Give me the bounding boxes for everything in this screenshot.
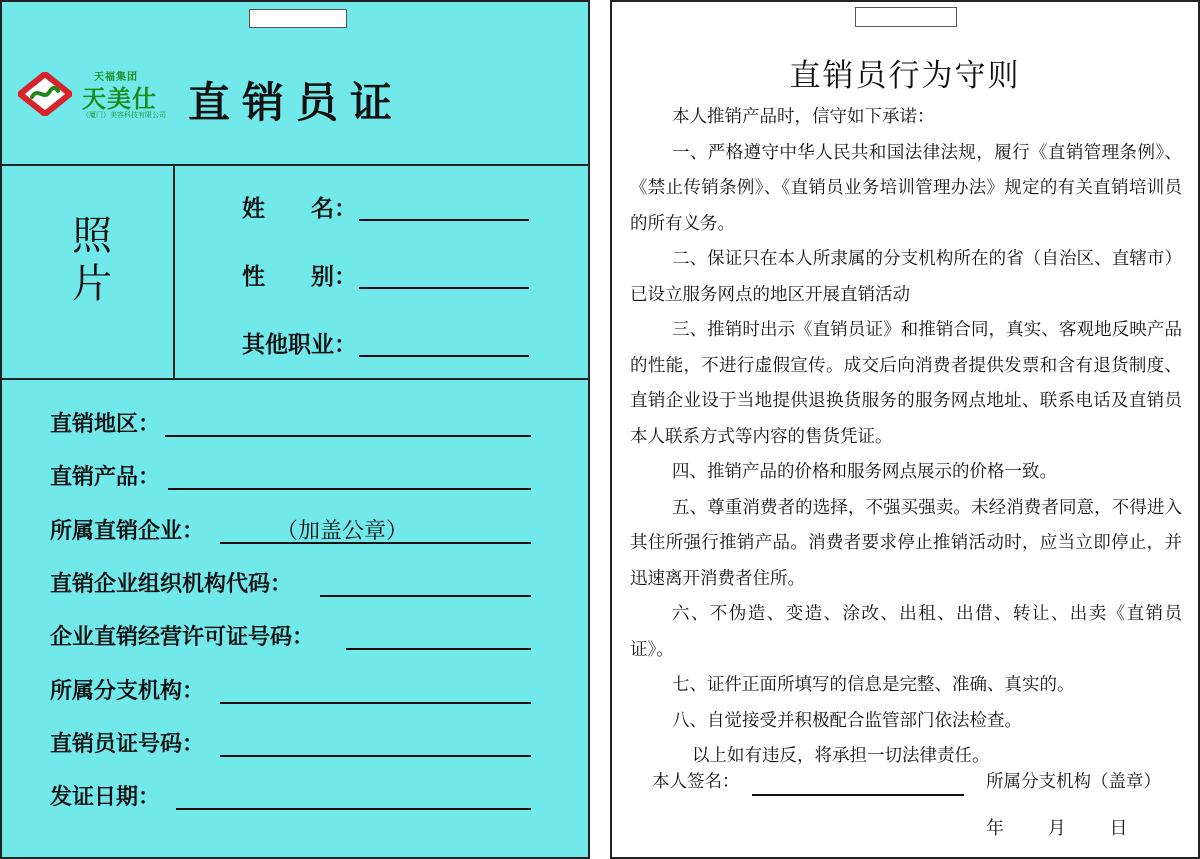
sales-product-field — [50, 460, 160, 492]
stamp-note: （加盖公章） — [276, 519, 409, 544]
logo-brand-name: 天美仕 — [82, 85, 157, 113]
org-code-blank[interactable] — [320, 595, 531, 597]
org-code-field — [50, 567, 292, 599]
date-month-label: 月 — [1047, 818, 1066, 839]
other-occupation-label: 其他职业： — [242, 332, 357, 358]
rule-2: 二、保证只在本人所隶属的分支机构所在的省（自治区、直辖市）已设立服务网点的地区开展直销活动 — [630, 249, 1182, 305]
branch-blank[interactable] — [220, 702, 531, 704]
rules-block — [630, 100, 1182, 775]
lanyard-slot — [249, 9, 347, 28]
signature-label: 本人签名： — [652, 772, 740, 792]
enterprise-blank[interactable] — [220, 542, 531, 544]
certificate-number-blank[interactable] — [220, 755, 531, 757]
company-logo — [18, 64, 168, 124]
date-year-label: 年 — [986, 818, 1004, 839]
card-title: 直销员证 — [188, 78, 405, 127]
license-number-blank[interactable] — [346, 648, 531, 650]
photo-placeholder — [62, 212, 122, 308]
issue-date-field — [50, 780, 160, 812]
name-label: 姓 名： — [242, 196, 357, 222]
certificate-number-field — [50, 727, 204, 759]
divider — [2, 164, 590, 166]
rule-3: 三、推销时出示《直销员证》和推销合同，真实、客观地反映产品的性能，不进行虚假宣传。成交后向消费者提供发票和含有退货制度、直销企业设于当地提供退换货服务的服务网点地址、联系电话及直销员本人联系方式等内容的售货凭证。 — [630, 320, 1182, 447]
rule-7: 七、证件正面所填写的信息是完整、准确、真实的。 — [672, 675, 1075, 695]
rule-4: 四、推销产品的价格和服务网点展示的价格一致。 — [672, 462, 1057, 482]
enterprise-label: 所属直销企业： — [50, 519, 205, 544]
rule-5: 五、尊重消费者的选择，不强买强卖。未经消费者同意，不得进入其住所强行推销产品。消费者要求停止推销活动时，应当立即停止，并迅速离开消费者住所。 — [630, 497, 1182, 589]
signature-blank[interactable] — [752, 794, 964, 796]
logo-company-subtitle: （厦门）美容科技有限公司 — [82, 111, 166, 119]
other-occupation-blank[interactable] — [359, 355, 529, 357]
rule-8: 八、自觉接受并积极配合监管部门依法检查。 — [672, 710, 1022, 731]
photo-label-1: 照 — [72, 213, 112, 259]
sales-product-blank[interactable] — [168, 488, 531, 490]
name-blank[interactable] — [359, 219, 529, 221]
front-card — [0, 0, 590, 859]
license-number-field — [50, 620, 314, 652]
issue-date-label: 发证日期： — [50, 785, 161, 810]
branch-seal-label: 所属分支机构（盖章） — [986, 772, 1161, 792]
enterprise-field — [50, 514, 409, 546]
org-code-label: 直销企业组织机构代码： — [50, 572, 293, 597]
branch-label: 所属分支机构： — [50, 679, 205, 704]
gender-field — [242, 258, 357, 291]
rule-6: 六、不伪造、变造、涂改、出租、出借、转让、出卖《直销员证》。 — [630, 604, 1182, 660]
photo-label-2: 片 — [72, 261, 112, 307]
license-number-label: 企业直销经营许可证号码： — [50, 625, 315, 650]
sales-region-field — [50, 407, 160, 439]
certificate-number-label: 直销员证号码： — [50, 732, 205, 757]
intro-text: 本人推销产品时，信守如下承诺： — [672, 107, 935, 127]
divider — [2, 378, 590, 380]
sales-region-label: 直销地区： — [50, 412, 161, 437]
code-of-conduct-title: 直销员行为守则 — [789, 58, 1021, 94]
branch-field — [50, 674, 204, 706]
gender-label: 性 别： — [242, 264, 357, 290]
divider — [173, 165, 175, 379]
back-card — [610, 0, 1200, 859]
gender-blank[interactable] — [359, 287, 529, 289]
logo-group-name: 天福集团 — [94, 72, 138, 83]
date-day-label: 日 — [1109, 818, 1128, 839]
name-field — [242, 190, 357, 223]
sales-product-label: 直销产品： — [50, 465, 161, 490]
issue-date-blank[interactable] — [176, 808, 531, 810]
lanyard-slot — [855, 7, 957, 27]
logo-diamond-icon — [18, 72, 72, 116]
sales-region-blank[interactable] — [165, 435, 531, 437]
other-occupation-field — [242, 326, 357, 359]
closing-statement: 以上如有违反，将承担一切法律责任。 — [692, 746, 990, 766]
date-row — [986, 814, 1165, 840]
rule-1: 一、严格遵守中华人民共和国法律法规，履行《直销管理条例》、《禁止传销条例》、《直销员业务培训管理办法》规定的有关直销培训员的所有义务。 — [630, 142, 1182, 234]
